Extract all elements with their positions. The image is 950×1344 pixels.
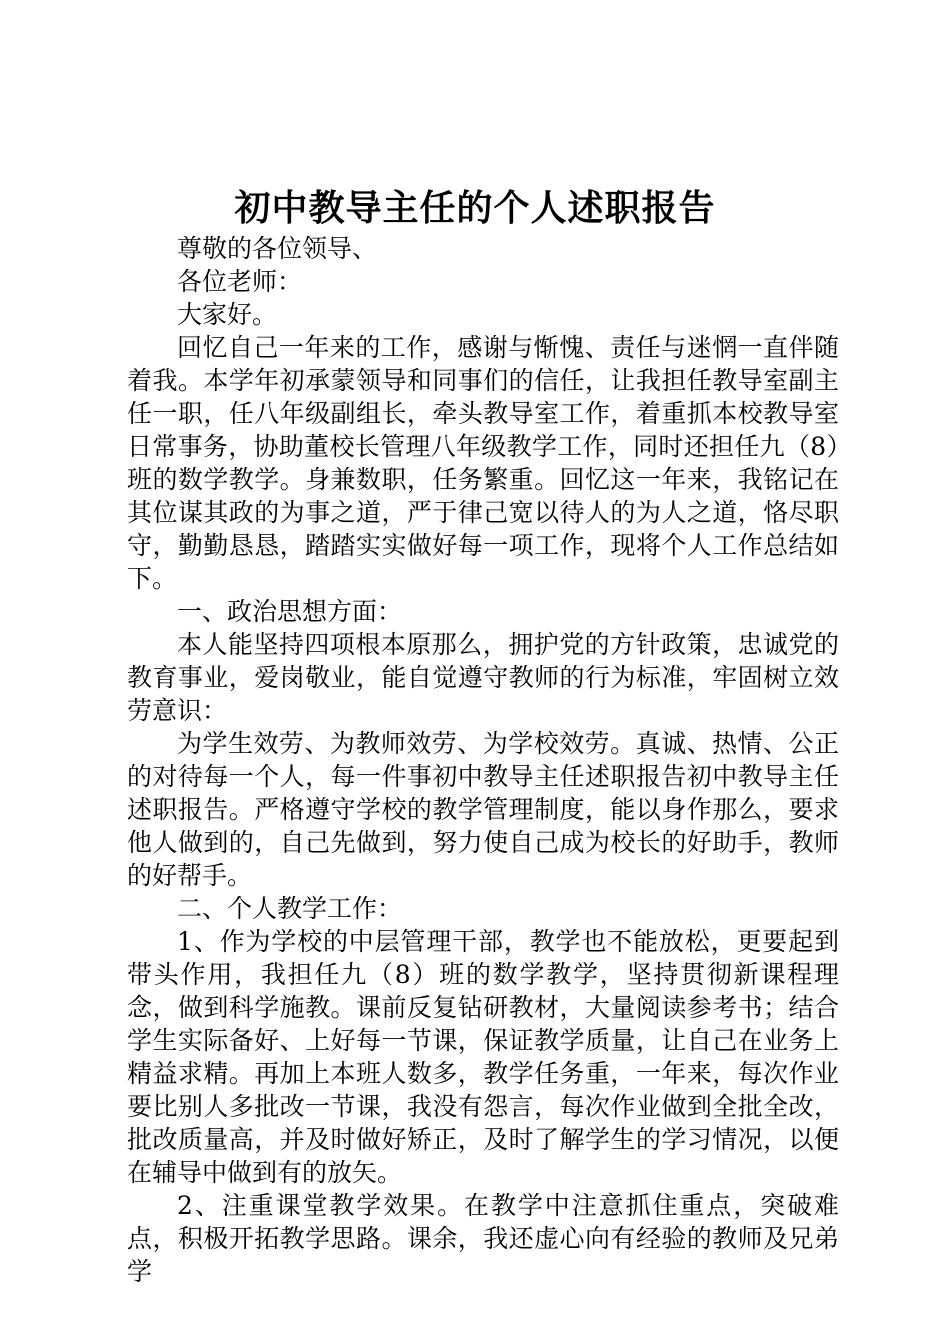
page-title: 初中教导主任的个人述职报告: [234, 187, 716, 229]
greeting: 大家好。: [177, 300, 278, 329]
service-paragraph: 为学生效劳、为教师效劳、为学校效劳。真诚、热情、公正的对待每一个人，每一件事初中教导主任述职报告初中教导主任述职报告。严格遵守学校的教学管理制度，能以身作那么，要求他人做到的，自己先做到，努力使自己成为校长的好助手，教师的好帮手。: [127, 729, 839, 890]
salutation-line-2: 各位老师：: [177, 267, 303, 296]
intro-paragraph: 回忆自己一年来的工作，感谢与惭愧、责任与迷惘一直伴随着我。本学年初承蒙领导和同事们的信任，让我担任教导室副主任一职，任八年级副组长，牵头教导室工作，着重抓本校教导室日常事务，协助董校长管理八年级教学工作，同时还担任九（8）班的数学教学。身兼数职，任务繁重。回忆这一年来，我铭记在其位谋其政的为事之道，严于律己宽以待人的为人之道，恪尽职守，勤勤恳恳，踏踏实实做好每一项工作，现将个人工作总结如下。: [127, 333, 839, 593]
section-heading-political: 一、政治思想方面：: [177, 597, 403, 626]
document-body: [127, 232, 839, 1288]
salutation-line-1: 尊敬的各位领导、: [177, 234, 378, 263]
teaching-paragraph-2: 2、注重课堂教学效果。在教学中注意抓住重点，突破难点，积极开拓教学思路。课余，我还虚心向有经验的教师及兄弟学: [127, 1191, 839, 1286]
section-heading-teaching: 二、个人教学工作：: [177, 894, 403, 923]
political-paragraph: 本人能坚持四项根本原那么，拥护党的方针政策，忠诚党的教育事业，爱岗敬业，能自觉遵守教师的行为标准，牢固树立效劳意识：: [127, 630, 839, 725]
teaching-paragraph-1: 1、作为学校的中层管理干部，教学也不能放松，更要起到带头作用，我担任九（8）班的数学教学，坚持贯彻新课程理念，做到科学施教。课前反复钻研教材，大量阅读参考书；结合学生实际备好、上好每一节课，保证教学质量，让自己在业务上精益求精。再加上本班人数多，教学任务重，一年来，每次作业要比别人多批改一节课，我没有怨言，每次作业做到全批全改，批改质量高，并及时做好矫正，及时了解学生的学习情况，以便在辅导中做到有的放矢。: [127, 927, 839, 1187]
